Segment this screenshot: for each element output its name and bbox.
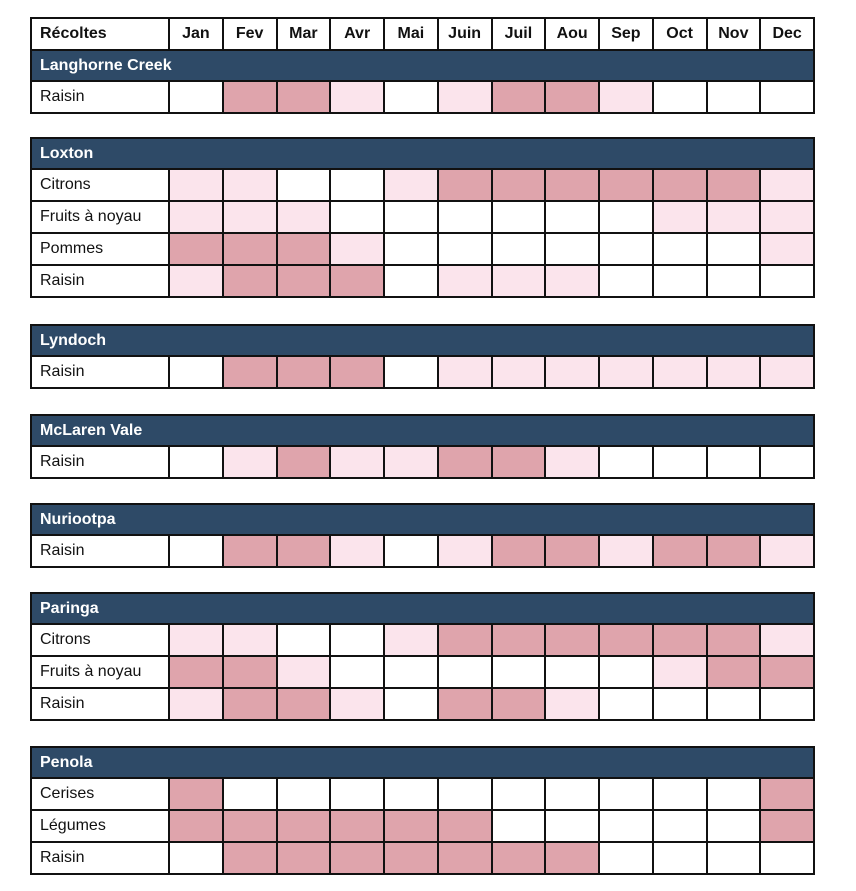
month-cell bbox=[330, 265, 384, 297]
month-cell bbox=[277, 81, 331, 113]
month-cell bbox=[545, 842, 599, 874]
month-cell bbox=[330, 169, 384, 201]
month-header: Juil bbox=[492, 18, 546, 50]
month-cell bbox=[169, 842, 223, 874]
month-cell bbox=[599, 688, 653, 720]
month-cell bbox=[223, 356, 277, 388]
month-cell bbox=[223, 169, 277, 201]
month-cell bbox=[223, 624, 277, 656]
month-cell bbox=[169, 265, 223, 297]
month-cell bbox=[599, 169, 653, 201]
month-cell bbox=[384, 356, 438, 388]
month-cell bbox=[707, 778, 761, 810]
month-cell bbox=[438, 265, 492, 297]
month-cell bbox=[599, 201, 653, 233]
month-header: Mai bbox=[384, 18, 438, 50]
month-cell bbox=[653, 265, 707, 297]
month-header: Juin bbox=[438, 18, 492, 50]
month-cell bbox=[384, 169, 438, 201]
month-header: Dec bbox=[760, 18, 814, 50]
month-cell bbox=[277, 810, 331, 842]
region-header-row bbox=[31, 325, 814, 356]
month-cell bbox=[277, 169, 331, 201]
month-cell bbox=[223, 688, 277, 720]
region-name: Paringa bbox=[31, 593, 814, 624]
month-cell bbox=[384, 688, 438, 720]
crop-label: Fruits à noyau bbox=[31, 656, 169, 688]
month-cell bbox=[169, 535, 223, 567]
month-cell bbox=[599, 356, 653, 388]
month-cell bbox=[277, 624, 331, 656]
month-cell bbox=[707, 688, 761, 720]
month-cell bbox=[599, 265, 653, 297]
region-table bbox=[30, 414, 815, 479]
month-cell bbox=[492, 778, 546, 810]
month-cell bbox=[760, 535, 814, 567]
region-header-row bbox=[31, 747, 814, 778]
month-cell bbox=[707, 535, 761, 567]
month-cell bbox=[169, 81, 223, 113]
region-header-row bbox=[31, 50, 814, 81]
month-cell bbox=[653, 688, 707, 720]
month-cell bbox=[223, 81, 277, 113]
month-cell bbox=[545, 810, 599, 842]
month-cell bbox=[223, 778, 277, 810]
month-cell bbox=[760, 81, 814, 113]
month-cell bbox=[707, 169, 761, 201]
month-cell bbox=[760, 778, 814, 810]
month-cell bbox=[545, 778, 599, 810]
crop-row bbox=[31, 778, 814, 810]
month-cell bbox=[599, 624, 653, 656]
region-header-row bbox=[31, 504, 814, 535]
crop-row bbox=[31, 688, 814, 720]
month-cell bbox=[330, 656, 384, 688]
month-cell bbox=[438, 169, 492, 201]
crop-label: Raisin bbox=[31, 446, 169, 478]
header-first-label: Récoltes bbox=[31, 18, 169, 50]
month-cell bbox=[223, 265, 277, 297]
month-cell bbox=[277, 535, 331, 567]
month-cell bbox=[438, 81, 492, 113]
month-cell bbox=[330, 535, 384, 567]
month-header: Jan bbox=[169, 18, 223, 50]
crop-label: Légumes bbox=[31, 810, 169, 842]
month-cell bbox=[760, 688, 814, 720]
month-cell bbox=[492, 81, 546, 113]
crop-row bbox=[31, 535, 814, 567]
crop-row bbox=[31, 265, 814, 297]
region-header-row bbox=[31, 138, 814, 169]
month-cell bbox=[384, 265, 438, 297]
month-cell bbox=[438, 201, 492, 233]
month-header: Mar bbox=[277, 18, 331, 50]
month-cell bbox=[438, 356, 492, 388]
month-cell bbox=[223, 842, 277, 874]
month-cell bbox=[545, 233, 599, 265]
region-table bbox=[30, 746, 815, 875]
month-header: Oct bbox=[653, 18, 707, 50]
month-cell bbox=[492, 201, 546, 233]
month-cell bbox=[707, 81, 761, 113]
month-cell bbox=[438, 688, 492, 720]
month-cell bbox=[653, 81, 707, 113]
month-cell bbox=[707, 842, 761, 874]
month-cell bbox=[438, 842, 492, 874]
month-cell bbox=[438, 810, 492, 842]
crop-row bbox=[31, 810, 814, 842]
month-cell bbox=[384, 842, 438, 874]
month-cell bbox=[169, 169, 223, 201]
month-cell bbox=[492, 842, 546, 874]
crop-label: Raisin bbox=[31, 535, 169, 567]
month-cell bbox=[223, 233, 277, 265]
region-table bbox=[30, 137, 815, 298]
month-cell bbox=[492, 233, 546, 265]
month-cell bbox=[653, 535, 707, 567]
month-cell bbox=[330, 446, 384, 478]
month-cell bbox=[653, 810, 707, 842]
month-cell bbox=[545, 169, 599, 201]
month-cell bbox=[760, 265, 814, 297]
region-name: Nuriootpa bbox=[31, 504, 814, 535]
month-cell bbox=[438, 446, 492, 478]
month-cell bbox=[707, 356, 761, 388]
month-cell bbox=[223, 446, 277, 478]
month-cell bbox=[277, 446, 331, 478]
month-cell bbox=[653, 842, 707, 874]
month-cell bbox=[492, 169, 546, 201]
month-cell bbox=[169, 356, 223, 388]
crop-row bbox=[31, 356, 814, 388]
crop-label: Raisin bbox=[31, 265, 169, 297]
month-cell bbox=[330, 688, 384, 720]
month-header: Nov bbox=[707, 18, 761, 50]
month-cell bbox=[169, 446, 223, 478]
month-cell bbox=[438, 778, 492, 810]
month-cell bbox=[277, 842, 331, 874]
month-cell bbox=[169, 688, 223, 720]
month-cell bbox=[330, 778, 384, 810]
month-cell bbox=[760, 446, 814, 478]
month-cell bbox=[438, 535, 492, 567]
crop-label: Raisin bbox=[31, 81, 169, 113]
month-cell bbox=[277, 688, 331, 720]
crop-row bbox=[31, 842, 814, 874]
month-cell bbox=[223, 656, 277, 688]
month-cell bbox=[707, 265, 761, 297]
month-cell bbox=[277, 778, 331, 810]
month-cell bbox=[223, 201, 277, 233]
crop-row bbox=[31, 201, 814, 233]
month-cell bbox=[438, 656, 492, 688]
month-cell bbox=[599, 810, 653, 842]
month-cell bbox=[545, 624, 599, 656]
month-cell bbox=[223, 810, 277, 842]
month-cell bbox=[760, 656, 814, 688]
month-cell bbox=[330, 233, 384, 265]
month-cell bbox=[545, 81, 599, 113]
month-cell bbox=[492, 624, 546, 656]
region-table bbox=[30, 17, 815, 114]
month-cell bbox=[384, 656, 438, 688]
region-name: Loxton bbox=[31, 138, 814, 169]
crop-label: Citrons bbox=[31, 169, 169, 201]
month-cell bbox=[169, 201, 223, 233]
region-header-row bbox=[31, 593, 814, 624]
month-cell bbox=[545, 356, 599, 388]
month-cell bbox=[330, 356, 384, 388]
month-cell bbox=[277, 201, 331, 233]
crop-label: Pommes bbox=[31, 233, 169, 265]
month-cell bbox=[330, 810, 384, 842]
month-cell bbox=[384, 446, 438, 478]
month-cell bbox=[492, 688, 546, 720]
crop-label: Raisin bbox=[31, 688, 169, 720]
month-header: Fev bbox=[223, 18, 277, 50]
month-cell bbox=[277, 265, 331, 297]
month-cell bbox=[707, 446, 761, 478]
month-cell bbox=[330, 201, 384, 233]
month-cell bbox=[760, 233, 814, 265]
crop-label: Raisin bbox=[31, 356, 169, 388]
crop-label: Citrons bbox=[31, 624, 169, 656]
month-cell bbox=[599, 81, 653, 113]
month-cell bbox=[438, 624, 492, 656]
month-cell bbox=[760, 624, 814, 656]
region-name: Lyndoch bbox=[31, 325, 814, 356]
month-cell bbox=[545, 656, 599, 688]
month-cell bbox=[760, 810, 814, 842]
month-header: Aou bbox=[545, 18, 599, 50]
month-cell bbox=[599, 446, 653, 478]
month-cell bbox=[223, 535, 277, 567]
month-cell bbox=[707, 810, 761, 842]
region-table bbox=[30, 324, 815, 389]
crop-row bbox=[31, 233, 814, 265]
month-cell bbox=[545, 688, 599, 720]
month-header-row bbox=[31, 18, 814, 50]
crop-row bbox=[31, 169, 814, 201]
month-cell bbox=[545, 265, 599, 297]
month-cell bbox=[599, 842, 653, 874]
month-cell bbox=[707, 201, 761, 233]
region-table bbox=[30, 503, 815, 568]
region-name: Langhorne Creek bbox=[31, 50, 814, 81]
month-cell bbox=[707, 656, 761, 688]
crop-label: Cerises bbox=[31, 778, 169, 810]
month-cell bbox=[492, 656, 546, 688]
month-cell bbox=[330, 842, 384, 874]
month-cell bbox=[492, 810, 546, 842]
month-cell bbox=[492, 446, 546, 478]
region-header-row bbox=[31, 415, 814, 446]
month-cell bbox=[384, 810, 438, 842]
month-cell bbox=[760, 169, 814, 201]
month-cell bbox=[492, 265, 546, 297]
month-cell bbox=[653, 656, 707, 688]
month-cell bbox=[169, 656, 223, 688]
month-cell bbox=[653, 169, 707, 201]
month-cell bbox=[653, 624, 707, 656]
month-cell bbox=[707, 624, 761, 656]
month-cell bbox=[653, 778, 707, 810]
month-cell bbox=[545, 201, 599, 233]
month-cell bbox=[545, 535, 599, 567]
month-cell bbox=[599, 656, 653, 688]
month-header: Sep bbox=[599, 18, 653, 50]
month-cell bbox=[599, 535, 653, 567]
month-cell bbox=[492, 356, 546, 388]
month-cell bbox=[653, 201, 707, 233]
month-cell bbox=[384, 535, 438, 567]
month-cell bbox=[599, 233, 653, 265]
month-cell bbox=[653, 233, 707, 265]
month-cell bbox=[277, 656, 331, 688]
month-cell bbox=[384, 778, 438, 810]
month-cell bbox=[169, 624, 223, 656]
month-cell bbox=[599, 778, 653, 810]
month-cell bbox=[384, 201, 438, 233]
crop-label: Raisin bbox=[31, 842, 169, 874]
month-header: Avr bbox=[330, 18, 384, 50]
month-cell bbox=[760, 201, 814, 233]
month-cell bbox=[330, 624, 384, 656]
month-cell bbox=[277, 233, 331, 265]
month-cell bbox=[653, 446, 707, 478]
crop-row bbox=[31, 656, 814, 688]
region-name: Penola bbox=[31, 747, 814, 778]
month-cell bbox=[760, 356, 814, 388]
month-cell bbox=[384, 624, 438, 656]
crop-row bbox=[31, 81, 814, 113]
month-cell bbox=[277, 356, 331, 388]
month-cell bbox=[438, 233, 492, 265]
month-cell bbox=[492, 535, 546, 567]
month-cell bbox=[707, 233, 761, 265]
month-cell bbox=[169, 810, 223, 842]
month-cell bbox=[330, 81, 384, 113]
crop-row bbox=[31, 624, 814, 656]
month-cell bbox=[545, 446, 599, 478]
month-cell bbox=[384, 81, 438, 113]
month-cell bbox=[169, 233, 223, 265]
region-name: McLaren Vale bbox=[31, 415, 814, 446]
month-cell bbox=[384, 233, 438, 265]
month-cell bbox=[169, 778, 223, 810]
crop-label: Fruits à noyau bbox=[31, 201, 169, 233]
month-cell bbox=[760, 842, 814, 874]
region-table bbox=[30, 592, 815, 721]
crop-row bbox=[31, 446, 814, 478]
month-cell bbox=[653, 356, 707, 388]
